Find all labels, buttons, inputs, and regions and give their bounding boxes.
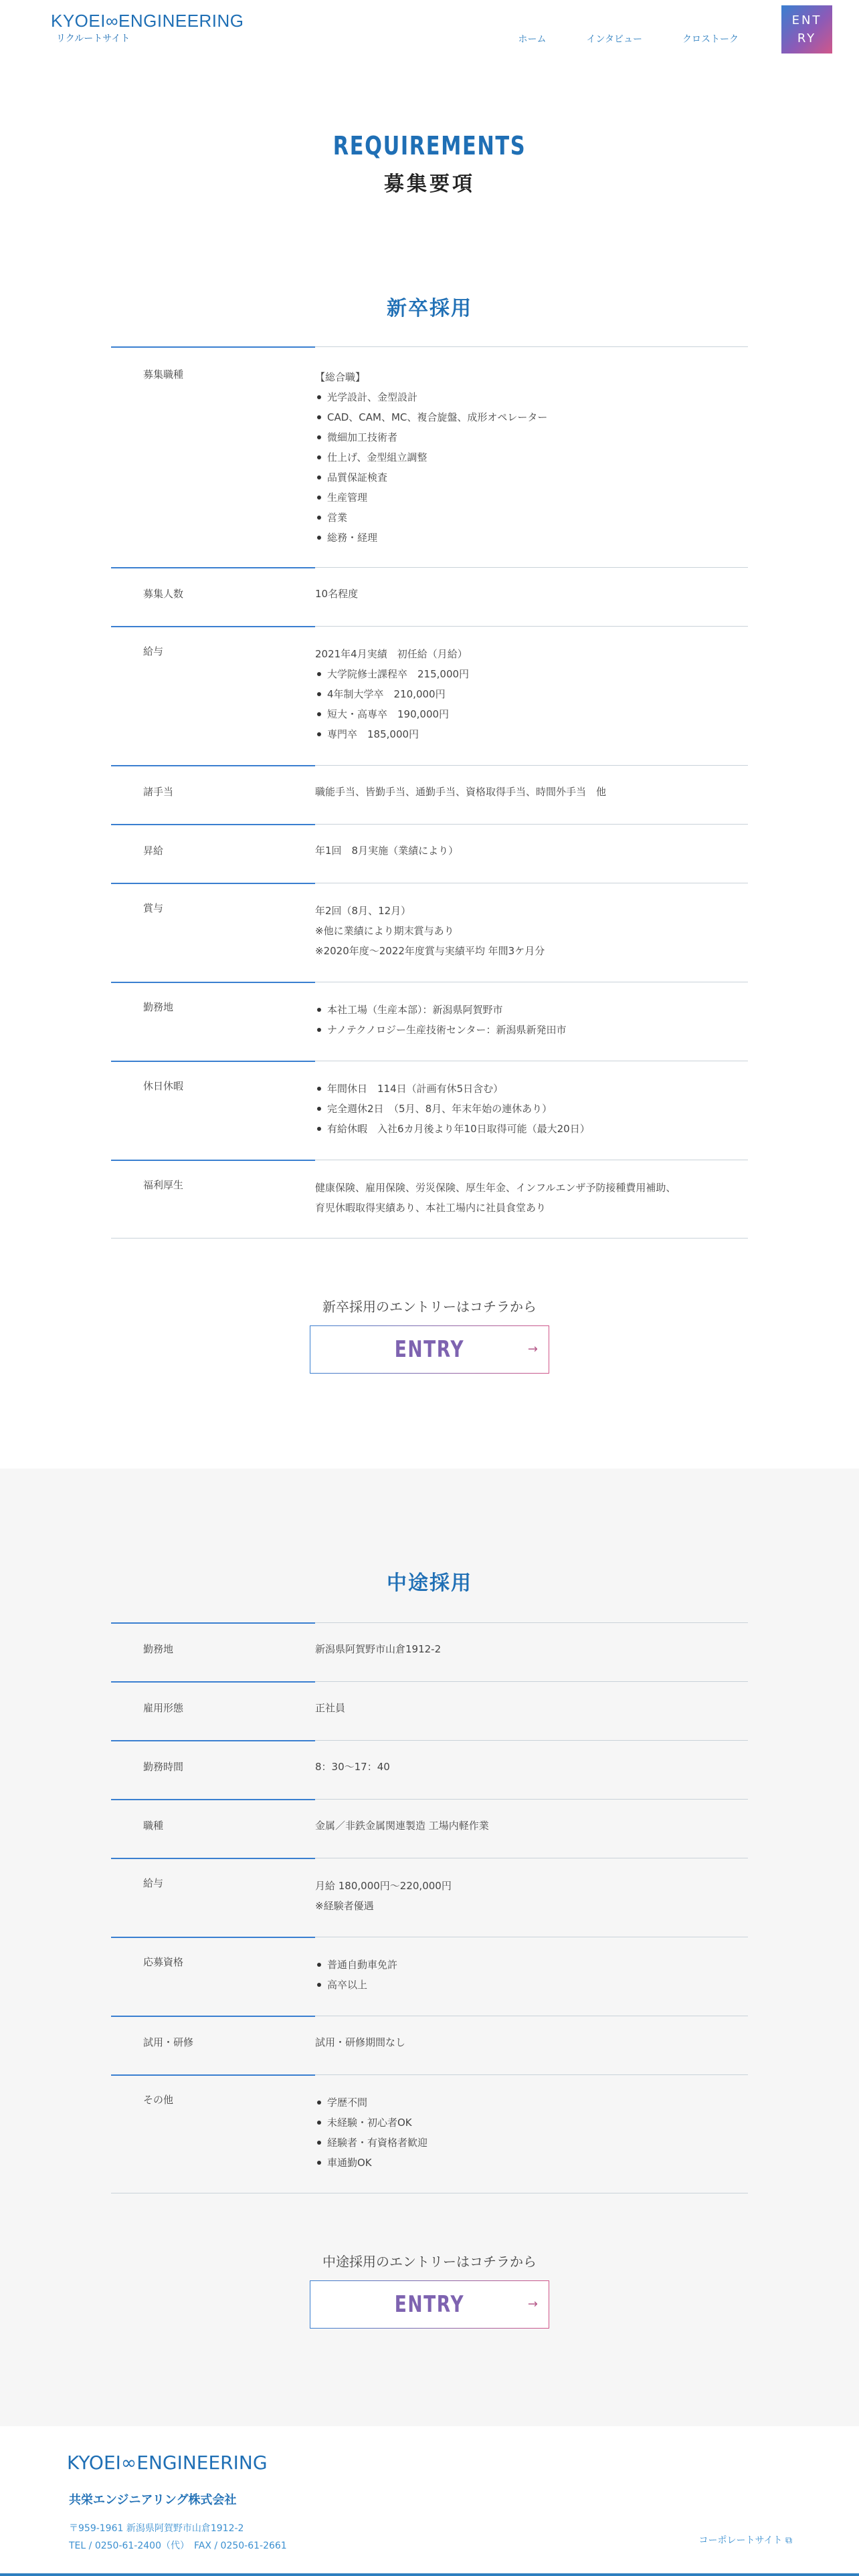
list-item: ナノテクノロジー生産技術センター：新潟県新発田市 bbox=[315, 1020, 748, 1040]
row-value bbox=[315, 1818, 748, 1858]
shinsotsu-table bbox=[111, 346, 748, 1239]
table-row bbox=[111, 1937, 748, 2016]
chuto-cta-text: 中途採用のエントリーはコチラから bbox=[322, 2254, 537, 2270]
value-line: 正社員 bbox=[315, 1702, 346, 1714]
row-value bbox=[315, 367, 748, 567]
table-row bbox=[111, 1622, 748, 1681]
row-value bbox=[315, 1642, 748, 1681]
value-line: 年2回（8月、12月） bbox=[315, 905, 411, 917]
row-value bbox=[315, 1876, 748, 1937]
value-list bbox=[315, 387, 748, 548]
corporate-site-label: コーポレートサイト bbox=[698, 2535, 783, 2546]
row-value bbox=[315, 2035, 748, 2074]
value-list bbox=[315, 1955, 748, 1995]
list-item: 仕上げ、金型組立調整 bbox=[315, 447, 748, 467]
table-row bbox=[111, 1160, 748, 1239]
logo-subtitle: リクルートサイト bbox=[56, 33, 130, 44]
value-line: ※他に業績により期末賞与あり bbox=[315, 925, 454, 937]
site-footer bbox=[0, 2426, 859, 2576]
shinsotsu-cta-text: 新卒採用のエントリーはコチラから bbox=[322, 1299, 537, 1315]
list-item: CAD、CAM、MC、複合旋盤、成形オペレーター bbox=[315, 407, 748, 427]
table-row bbox=[111, 1799, 748, 1858]
site-logo[interactable] bbox=[51, 11, 244, 45]
entry-label: ENTRY bbox=[394, 1336, 465, 1363]
header-entry-label: ENTRY bbox=[791, 13, 822, 45]
external-link-icon: ⧉ bbox=[785, 2535, 792, 2546]
value-list bbox=[315, 1079, 748, 1139]
row-label: 試用・研修 bbox=[143, 2036, 194, 2048]
arrow-right-icon: → bbox=[527, 1342, 538, 1356]
table-row bbox=[111, 824, 748, 883]
list-item: 大学院修士課程卒 215,000円 bbox=[315, 664, 748, 684]
table-row bbox=[111, 626, 748, 765]
table-row bbox=[111, 1681, 748, 1740]
footer-accent-bar bbox=[0, 2573, 859, 2576]
row-value bbox=[315, 2092, 748, 2193]
list-item: 営業 bbox=[315, 508, 748, 528]
value-line: ※経験者優遇 bbox=[315, 1900, 374, 1912]
value-line: 試用・研修期間なし bbox=[315, 2036, 406, 2048]
requirements-heading bbox=[0, 131, 859, 197]
chuto-table bbox=[111, 1622, 748, 2193]
arrow-right-icon: → bbox=[527, 2297, 538, 2311]
footer-logo[interactable]: KYOEI∞ENGINEERING bbox=[67, 2452, 268, 2474]
nav-home[interactable]: ホーム bbox=[518, 34, 547, 45]
shinsotsu-title: 新卒採用 bbox=[387, 297, 472, 320]
value-list bbox=[315, 1000, 748, 1040]
row-value bbox=[315, 843, 748, 883]
value-line: 健康保険、雇用保険、労災保険、厚生年金、インフルエンザ予防接種費用補助、 bbox=[315, 1182, 676, 1194]
value-line: 金属／非鉄金属関連製造 工場内軽作業 bbox=[315, 1820, 489, 1832]
row-value bbox=[315, 644, 748, 765]
list-item: 経験者・有資格者歓迎 bbox=[315, 2133, 748, 2153]
list-item: 総務・経理 bbox=[315, 528, 748, 548]
requirements-title-ja: 募集要項 bbox=[384, 173, 475, 196]
row-label: 賞与 bbox=[143, 902, 164, 914]
table-row bbox=[111, 1740, 748, 1799]
row-label: 雇用形態 bbox=[143, 1702, 184, 1714]
header-entry-button[interactable] bbox=[781, 5, 832, 53]
value-line: 職能手当、皆勤手当、通勤手当、資格取得手当、時間外手当 他 bbox=[315, 786, 607, 798]
nav-interview[interactable]: インタビュー bbox=[586, 34, 642, 45]
requirements-title-en: REQUIREMENTS bbox=[332, 131, 527, 160]
nav-crosstalk[interactable]: クロストーク bbox=[682, 34, 739, 45]
value-line: 8：30～17：40 bbox=[315, 1761, 390, 1773]
row-value bbox=[315, 901, 748, 982]
table-row bbox=[111, 567, 748, 626]
chuto-title: 中途採用 bbox=[387, 1572, 472, 1595]
row-label: 募集職種 bbox=[143, 368, 184, 381]
list-item: 4年制大学卒 210,000円 bbox=[315, 684, 748, 704]
row-value bbox=[315, 586, 748, 626]
row-label: 給与 bbox=[143, 645, 164, 657]
row-label: 募集人数 bbox=[143, 588, 184, 600]
row-label: 勤務地 bbox=[143, 1001, 174, 1013]
list-item: 高卒以上 bbox=[315, 1975, 748, 1995]
row-label: 福利厚生 bbox=[143, 1179, 184, 1191]
list-item: 品質保証検査 bbox=[315, 467, 748, 488]
row-label: 職種 bbox=[143, 1820, 164, 1832]
list-item: 学歴不問 bbox=[315, 2092, 748, 2113]
footer-tel: TEL / 0250-61-2400（代） FAX / 0250-61-2661 bbox=[69, 2541, 287, 2551]
corporate-site-link[interactable] bbox=[699, 2533, 792, 2547]
list-item: 車通勤OK bbox=[315, 2153, 748, 2173]
row-label: その他 bbox=[143, 2094, 174, 2106]
row-label: 諸手当 bbox=[143, 786, 174, 798]
row-value bbox=[315, 1701, 748, 1740]
value-line: 【総合職】 bbox=[315, 371, 366, 383]
value-line: 月給 180,000円～220,000円 bbox=[315, 1880, 452, 1892]
list-item: 有給休暇 入社6カ月後より年10日取得可能（最大20日） bbox=[315, 1119, 748, 1139]
value-line: 年1回 8月実施（業績により） bbox=[315, 845, 459, 857]
row-label: 勤務時間 bbox=[143, 1761, 184, 1773]
value-line: 10名程度 bbox=[315, 588, 359, 600]
logo-text: KYOEI∞ENGINEERING bbox=[51, 11, 244, 31]
row-value bbox=[315, 784, 748, 824]
table-row bbox=[111, 346, 748, 567]
value-list bbox=[315, 664, 748, 744]
entry-label: ENTRY bbox=[394, 2291, 465, 2318]
footer-address: 〒959-1961 新潟県阿賀野市山倉1912-2 bbox=[69, 2523, 244, 2534]
list-item: 本社工場（生産本部）：新潟県阿賀野市 bbox=[315, 1000, 748, 1020]
value-line: 2021年4月実績 初任給（月給） bbox=[315, 648, 468, 660]
chuto-entry-button[interactable] bbox=[310, 2280, 549, 2329]
footer-address-block bbox=[69, 2520, 287, 2555]
row-value bbox=[315, 1000, 748, 1061]
shinsotsu-entry-button[interactable] bbox=[310, 1325, 549, 1374]
value-line: 新潟県阿賀野市山倉1912-2 bbox=[315, 1643, 442, 1655]
list-item: 未経験・初心者OK bbox=[315, 2113, 748, 2133]
row-value bbox=[315, 1079, 748, 1160]
table-row bbox=[111, 1858, 748, 1937]
list-item: 専門卒 185,000円 bbox=[315, 724, 748, 744]
table-row bbox=[111, 765, 748, 824]
table-row bbox=[111, 883, 748, 982]
list-item: 生産管理 bbox=[315, 488, 748, 508]
list-item: 完全週休2日 （5月、8月、年末年始の連休あり） bbox=[315, 1099, 748, 1119]
table-row bbox=[111, 2016, 748, 2074]
site-header bbox=[0, 0, 859, 67]
list-item: 短大・高専卒 190,000円 bbox=[315, 704, 748, 724]
table-row bbox=[111, 2074, 748, 2193]
row-label: 昇給 bbox=[143, 845, 164, 857]
footer-company-name: 共栄エンジニアリング株式会社 bbox=[69, 2493, 237, 2507]
row-value bbox=[315, 1759, 748, 1799]
table-row bbox=[111, 982, 748, 1061]
row-label: 応募資格 bbox=[143, 1956, 184, 1968]
value-line: 育児休暇取得実績あり、本社工場内に社員食堂あり bbox=[315, 1202, 547, 1214]
value-list bbox=[315, 2092, 748, 2173]
row-label: 休日休暇 bbox=[143, 1080, 184, 1092]
list-item: 光学設計、金型設計 bbox=[315, 387, 748, 407]
list-item: 年間休日 114日（計画有休5日含む） bbox=[315, 1079, 748, 1099]
list-item: 普通自動車免許 bbox=[315, 1955, 748, 1975]
row-label: 勤務地 bbox=[143, 1643, 174, 1655]
row-value bbox=[315, 1178, 748, 1238]
row-value bbox=[315, 1955, 748, 2016]
main-nav bbox=[518, 32, 739, 45]
list-item: 微細加工技術者 bbox=[315, 427, 748, 447]
row-label: 給与 bbox=[143, 1877, 164, 1889]
value-line: ※2020年度～2022年度賞与実績平均 年間3ケ月分 bbox=[315, 945, 545, 957]
table-row bbox=[111, 1061, 748, 1160]
